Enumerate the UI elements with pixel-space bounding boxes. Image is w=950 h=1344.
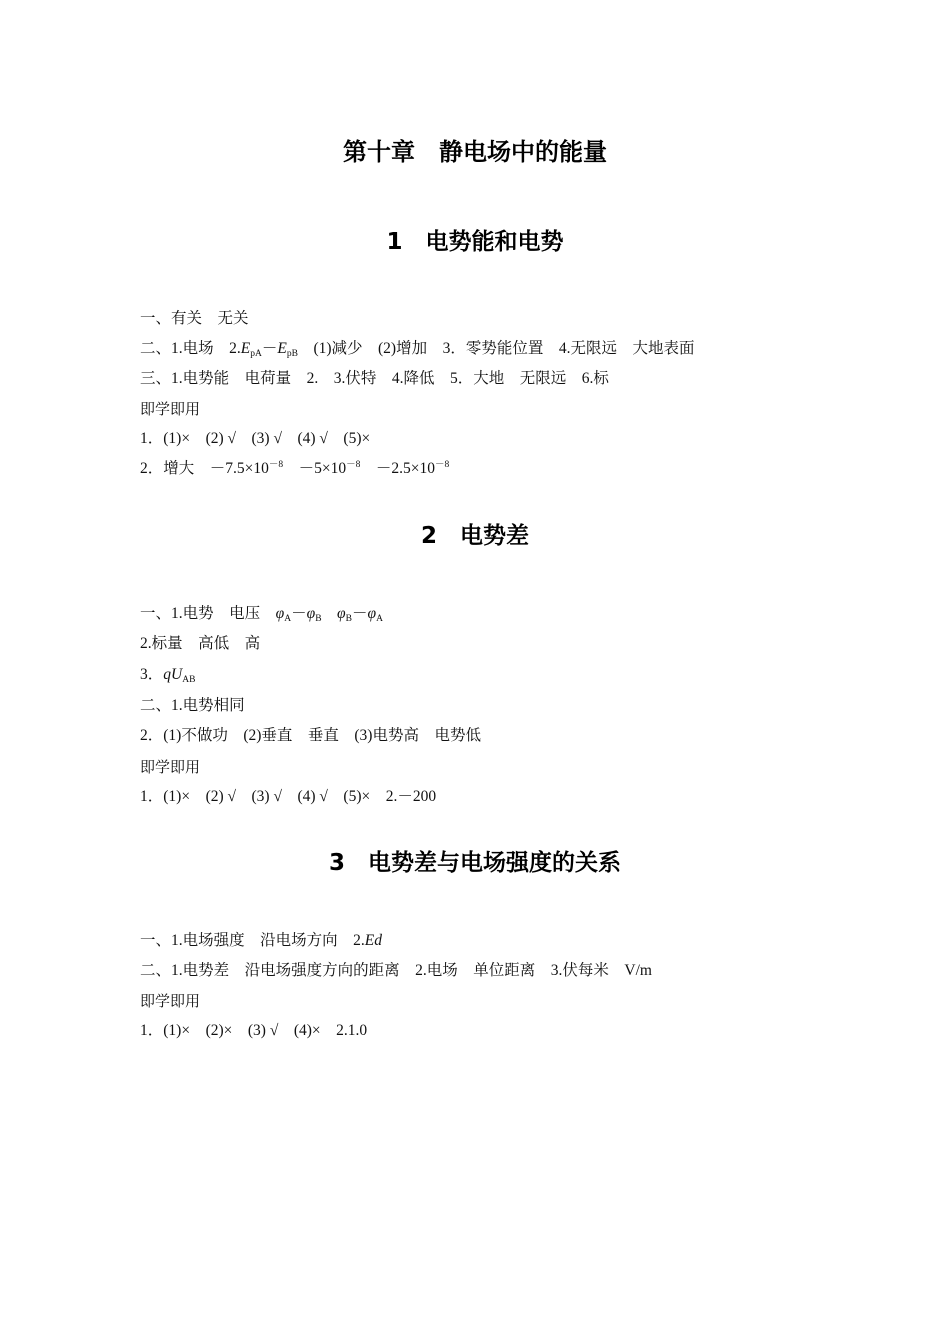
minus-sign: － <box>351 605 368 622</box>
q2-exponent-a: －8 <box>268 460 284 470</box>
s2-practice-heading: 即学即用 <box>140 758 201 776</box>
phi-symbol: φ <box>367 605 377 622</box>
phi-symbol: φ <box>337 605 346 622</box>
s3-part-one-prefix: 一、1.电场强度 沿电场方向 2. <box>140 932 365 949</box>
s2-item-two: 2.标量 高低 高 <box>140 635 261 652</box>
s1-practice-heading: 即学即用 <box>140 400 201 418</box>
s2-part-one <box>140 603 383 625</box>
q2-value-c: －2.5×10 <box>360 460 436 477</box>
q2-exponent-b: －8 <box>346 460 361 470</box>
s3-part-two: 二、1.电势差 沿电场强度方向的距离 2.电场 单位距离 3.伏每米 V/m <box>140 962 652 979</box>
energy-subscript-a: pA <box>250 349 262 359</box>
phi-subscript: B <box>345 614 352 624</box>
energy-subscript-b: pB <box>286 349 298 359</box>
q2-value-b: －5×10 <box>283 460 347 477</box>
work-subscript: AB <box>182 675 196 685</box>
chapter-title: 第十章 静电场中的能量 <box>343 138 607 166</box>
s3-practice-heading: 即学即用 <box>140 992 201 1010</box>
section-title-3: 3 电势差与电场强度的关系 <box>328 850 621 876</box>
s1-part-one: 一、有关 无关 <box>140 310 249 327</box>
s3-part-one <box>140 930 382 952</box>
section-title-1: 1 电势能和电势 <box>386 229 564 255</box>
energy-symbol-a: E <box>240 340 251 357</box>
phi-symbol: φ <box>275 605 285 622</box>
s2-part-one-prefix: 一、1.电势 电压 <box>140 605 276 622</box>
work-symbol: qU <box>163 666 183 683</box>
s1-part-two <box>140 338 694 360</box>
minus-sign: － <box>291 605 307 622</box>
minus-sign: － <box>261 340 278 357</box>
s2-part-two-item-two: 2．(1)不做功 (2)垂直 垂直 (3)电势高 电势低 <box>140 727 481 744</box>
s1-practice-q2 <box>140 458 449 480</box>
s1-practice-q1: 1．(1)× (2) √ (3) √ (4) √ (5)× <box>140 430 371 447</box>
section-title-2: 2 电势差 <box>420 523 529 549</box>
s2-part-two: 二、1.电势相同 <box>140 697 245 714</box>
s2-item-three <box>140 664 195 686</box>
s2-item-three-prefix: 3． <box>140 666 164 683</box>
s3-practice-q1: 1．(1)× (2)× (3) √ (4)× 2.1.0 <box>140 1022 368 1039</box>
ed-symbol: Ed <box>364 932 382 949</box>
s1-part-two-rest: (1)减少 (2)增加 3．零势能位置 4.无限远 大地表面 <box>297 340 695 357</box>
s1-part-two-prefix: 二、1.电场 2. <box>140 340 241 357</box>
phi-symbol: φ <box>306 605 316 622</box>
s2-practice-q1: 1．(1)× (2) √ (3) √ (4) √ (5)× 2.－200 <box>140 788 437 805</box>
energy-symbol-b: E <box>277 340 287 357</box>
phi-subscript: A <box>284 614 292 624</box>
phi-subscript: A <box>376 614 383 624</box>
q2-exponent-c: －8 <box>435 460 450 470</box>
q2-value-a: 2．增大 －7.5×10 <box>140 460 269 477</box>
phi-subscript: B <box>315 614 322 624</box>
s1-part-three: 三、1.电势能 电荷量 2. 3.伏特 4.降低 5．大地 无限远 6.标 <box>140 370 609 387</box>
